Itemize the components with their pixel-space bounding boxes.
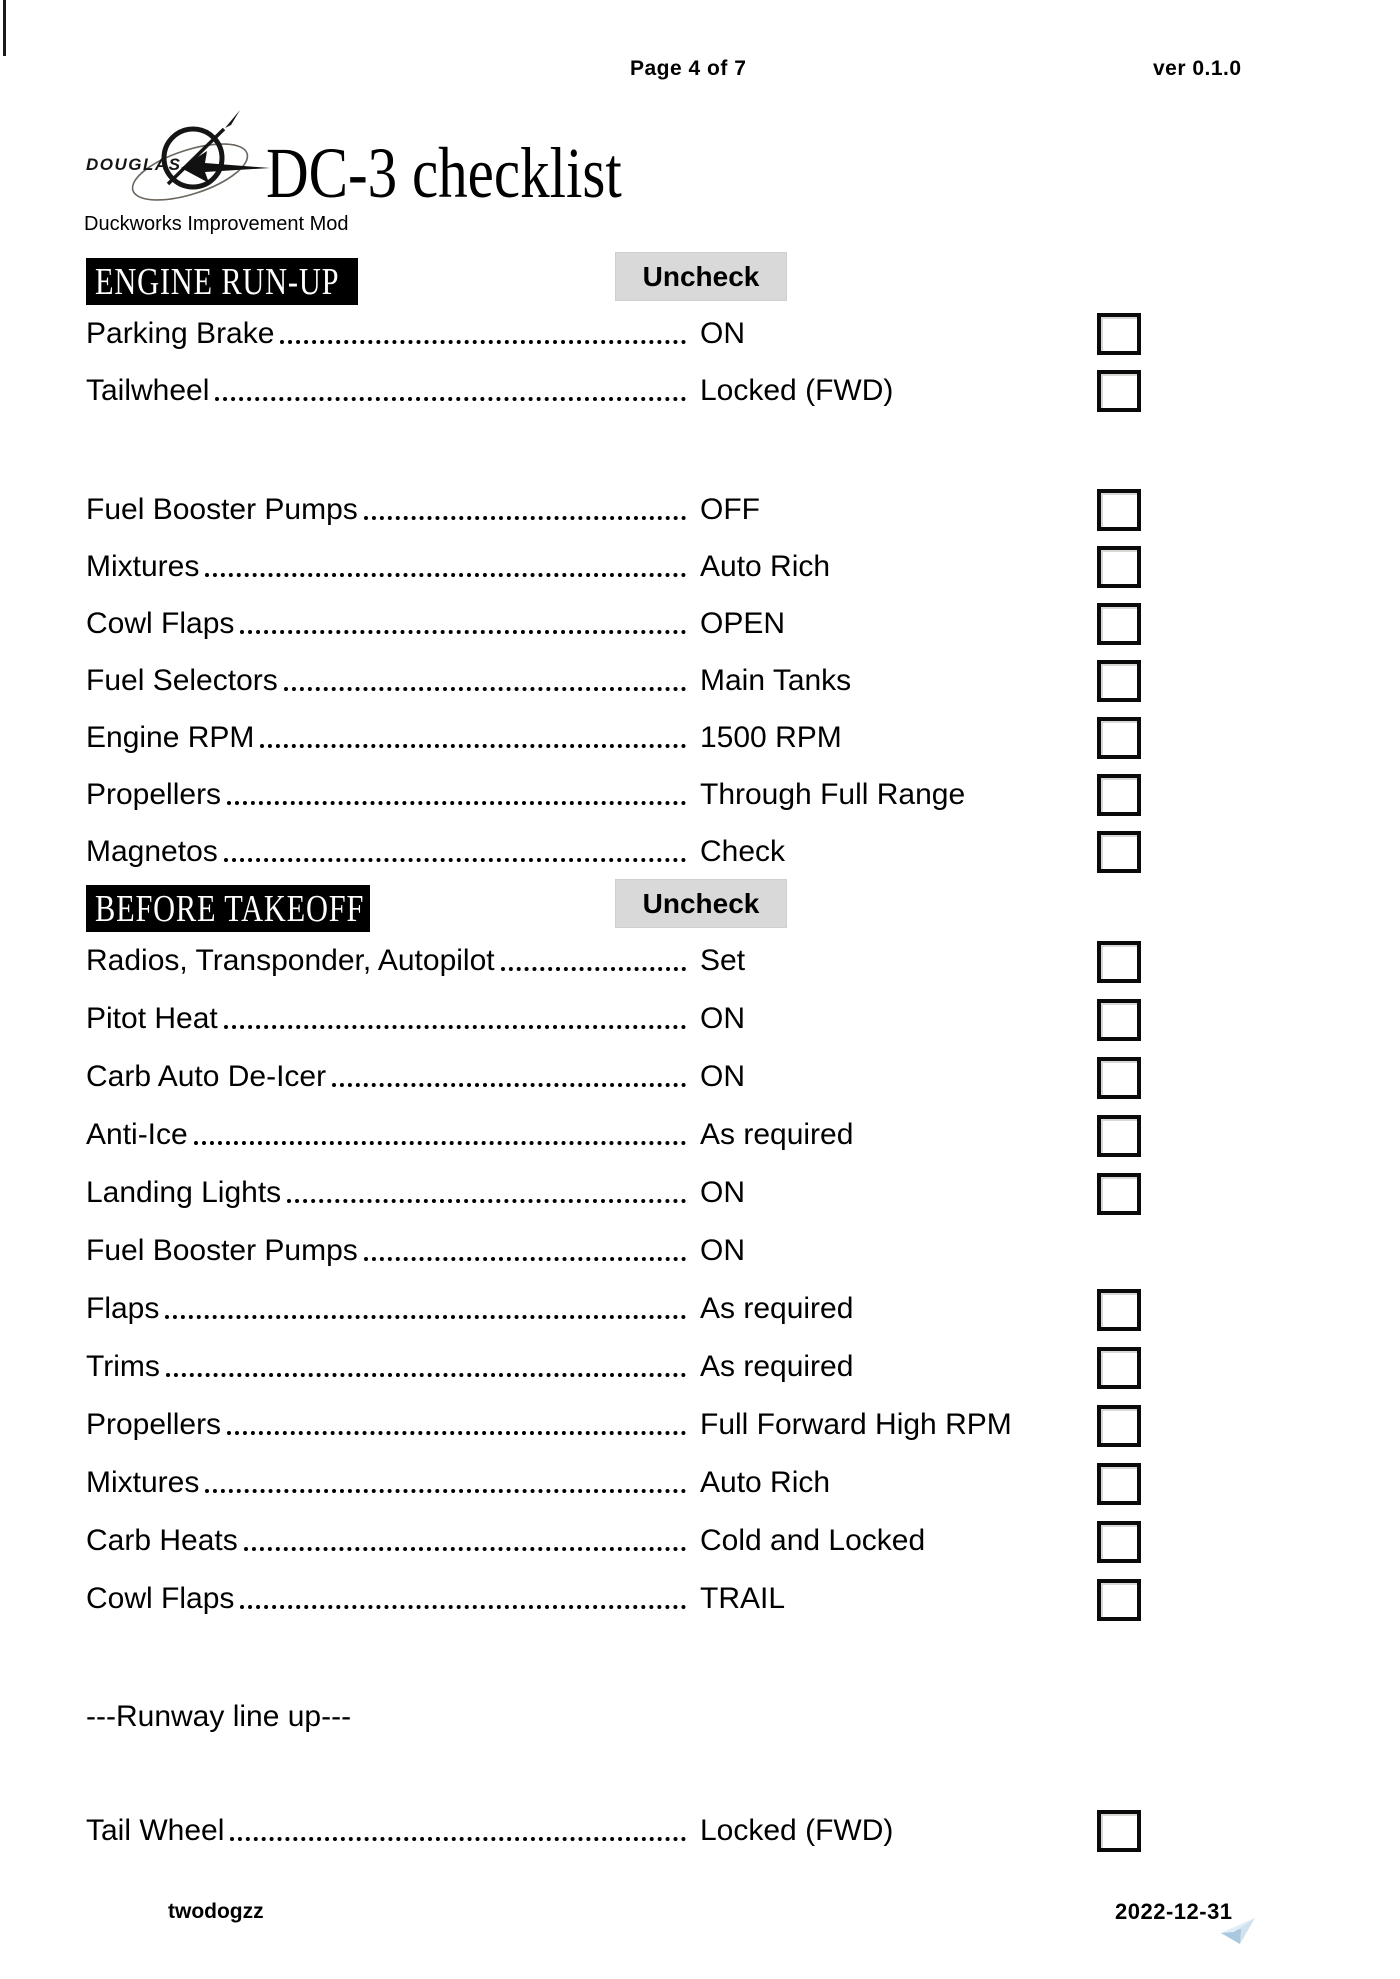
dot-leader [194,1141,686,1145]
item-label: Fuel Selectors [86,663,278,697]
section-title-box [86,258,358,305]
item-label: Landing Lights [86,1176,282,1209]
item-value: ON [700,1002,745,1035]
item-label: Fuel Booster Pumps [86,1234,358,1267]
checkbox-parking-brake[interactable] [1097,313,1141,355]
item-value: Main Tanks [700,663,852,697]
item-value: 1500 RPM [700,720,842,754]
section-title: ENGINE RUN-UP [95,260,340,303]
douglas-logo-text: DOUGLAS [86,155,182,174]
version-label: ver 0.1.0 [1153,57,1242,80]
item-value: Set [700,944,746,977]
item-label: Carb Heats [86,1524,238,1557]
item-value: Cold and Locked [700,1524,926,1557]
item-label: Cowl Flaps [86,606,235,640]
item-value: Auto Rich [700,549,831,583]
checkbox-cowl-flaps-2[interactable] [1097,1579,1141,1621]
item-label: Flaps [86,1292,160,1325]
item-value: Locked (FWD) [700,373,894,407]
row-carb-heats [86,1512,1206,1570]
item-label: Propellers [86,1408,222,1441]
row-cowl-flaps-2 [86,1570,1206,1628]
row-propellers [86,766,1206,823]
dot-leader [244,1547,686,1551]
item-label: Fuel Booster Pumps [86,492,358,526]
row-spacer [86,1745,1206,1802]
item-value: ON [700,1176,745,1209]
checkbox-anti-ice[interactable] [1097,1115,1141,1157]
row-fuel-booster-pumps-2 [86,1222,1206,1280]
row-cowl-flaps [86,595,1206,652]
section-title: BEFORE TAKEOFF [95,887,365,930]
checkbox-tail-wheel[interactable] [1097,1810,1141,1852]
dot-leader [501,967,686,971]
section-header-engine-run-up [86,258,1206,305]
checkbox-propellers[interactable] [1097,774,1141,816]
checkbox-fuel-selectors[interactable] [1097,660,1141,702]
item-label: Engine RPM [86,720,255,754]
checkbox-flaps[interactable] [1097,1289,1141,1331]
dot-leader [332,1083,686,1087]
item-value: TRAIL [700,1582,786,1615]
uncheck-button-before-takeoff[interactable]: Uncheck [615,879,787,928]
row-runway-line-up-note [86,1688,1206,1745]
row-spacer [86,1628,1206,1688]
runway-note-text: ---Runway line up--- [86,1699,352,1733]
dot-leader [227,801,686,805]
item-value: ON [700,1060,745,1093]
row-mixtures [86,538,1206,595]
item-value: OFF [700,492,760,526]
dot-leader [215,397,686,401]
dot-leader [364,516,686,520]
paper-plane-icon [1220,1916,1256,1948]
dot-leader [364,1257,686,1261]
row-parking-brake [86,305,1206,362]
dot-leader [224,858,686,862]
item-label: Tail Wheel [86,1813,225,1847]
dot-leader [284,687,686,691]
item-label: Cowl Flaps [86,1582,235,1615]
item-label: Radios, Transponder, Autopilot [86,944,495,977]
page-title: DC-3 checklist [266,133,622,213]
row-flaps [86,1280,1206,1338]
row-anti-ice [86,1106,1206,1164]
row-spacer [86,419,1206,481]
checkbox-mixtures[interactable] [1097,546,1141,588]
checkbox-landing-lights[interactable] [1097,1173,1141,1215]
row-radios-transponder-autopilot [86,932,1206,990]
dot-leader [230,1837,686,1841]
checkbox-pitot-heat[interactable] [1097,999,1141,1041]
item-label: Anti-Ice [86,1118,188,1151]
footer-author: twodogzz [168,1900,264,1923]
dot-leader [280,340,686,344]
item-value: Full Forward High RPM [700,1408,1012,1441]
row-engine-rpm [86,709,1206,766]
item-label: Pitot Heat [86,1002,218,1035]
row-fuel-selectors [86,652,1206,709]
dot-leader [166,1373,686,1377]
item-label: Carb Auto De-Icer [86,1060,327,1093]
item-value: Check [700,834,786,868]
row-mixtures-2 [86,1454,1206,1512]
checkbox-cowl-flaps[interactable] [1097,603,1141,645]
item-label: Magnetos [86,834,218,868]
row-carb-auto-de-icer [86,1048,1206,1106]
row-trims [86,1338,1206,1396]
row-fuel-booster-pumps [86,481,1206,538]
item-value: Through Full Range [700,777,966,811]
item-label: Propellers [86,777,222,811]
checkbox-radios-transponder-autopilot[interactable] [1097,941,1141,983]
item-value: OPEN [700,606,786,640]
row-tailwheel [86,362,1206,419]
row-propellers-2 [86,1396,1206,1454]
item-label: Tailwheel [86,373,210,407]
brand-subtitle: Duckworks Improvement Mod [84,213,349,235]
logo-needle-tip [225,110,240,128]
checkbox-tailwheel[interactable] [1097,370,1141,412]
dot-leader [227,1431,686,1435]
dot-leader [240,630,686,634]
section-title-box [86,885,370,932]
dot-leader [260,744,686,748]
dot-leader [224,1025,686,1029]
checklist-content [86,252,1206,1859]
item-label: Mixtures [86,549,200,583]
section-header-before-takeoff [86,885,1206,932]
item-value: As required [700,1350,854,1383]
item-label: Mixtures [86,1466,200,1499]
item-value: As required [700,1118,854,1151]
item-value: ON [700,1234,745,1267]
row-magnetos [86,823,1206,880]
footer-date: 2022-12-31 [1115,1899,1233,1924]
item-value: ON [700,316,745,350]
checkbox-fuel-booster-pumps[interactable] [1097,489,1141,531]
checkbox-mixtures-2[interactable] [1097,1463,1141,1505]
checkbox-trims[interactable] [1097,1347,1141,1389]
item-label: Parking Brake [86,316,275,350]
checkbox-propellers-2[interactable] [1097,1405,1141,1447]
checkbox-carb-heats[interactable] [1097,1521,1141,1563]
dot-leader [165,1315,686,1319]
page-number-label: Page 4 of 7 [630,57,747,80]
row-tail-wheel [86,1802,1206,1859]
dot-leader [205,573,686,577]
item-value: Auto Rich [700,1466,831,1499]
uncheck-button-engine-run-up[interactable]: Uncheck [615,252,787,301]
checkbox-engine-rpm[interactable] [1097,717,1141,759]
dot-leader [287,1199,686,1203]
row-landing-lights [86,1164,1206,1222]
checkbox-carb-auto-de-icer[interactable] [1097,1057,1141,1099]
dot-leader [205,1489,686,1493]
dot-leader [240,1605,686,1609]
row-pitot-heat [86,990,1206,1048]
item-value: As required [700,1292,854,1325]
item-label: Trims [86,1350,160,1383]
scan-edge-artifact [3,0,6,56]
checkbox-magnetos[interactable] [1097,831,1141,873]
item-value: Locked (FWD) [700,1813,894,1847]
douglas-logo [78,92,298,212]
